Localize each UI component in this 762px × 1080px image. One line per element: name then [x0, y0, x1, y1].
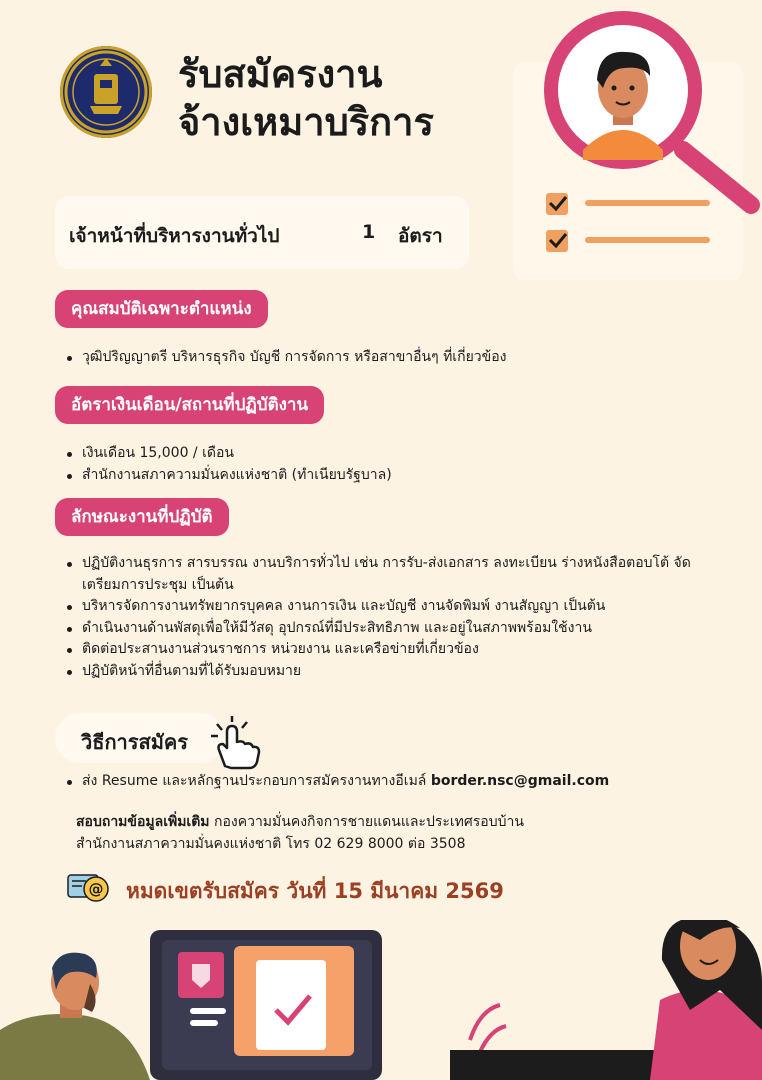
contact-line-1 — [76, 811, 524, 833]
apply-list — [62, 771, 742, 793]
contact-info — [76, 811, 524, 855]
apply-text: ส่ง Resume และหลักฐานประกอบการสมัครงานทางอีเมล์ — [82, 773, 431, 789]
duties-heading: ลักษณะงานที่ปฏิบัติ — [55, 498, 229, 536]
title-line-2: จ้างเหมาบริการ — [178, 100, 434, 144]
position-title: เจ้าหน้าที่บริหารงานทั่วไป — [69, 225, 280, 247]
pointing-hand-icon — [205, 714, 265, 770]
qualifications-list — [62, 347, 742, 369]
apply-email: border.nsc@gmail.com — [430, 773, 610, 789]
salary-heading: อัตราเงินเดือน/สถานที่ปฏิบัติงาน — [55, 386, 324, 424]
duties-list — [62, 553, 702, 682]
email-contact-icon — [66, 869, 114, 907]
list-item: เงินเดือน 15,000 / เดือน — [62, 443, 742, 465]
office-illustration — [0, 920, 762, 1080]
list-item: บริหารจัดการงานทรัพยากรบุคคล งานการเงิน และบัญชี งานจัดพิมพ์ งานสัญญา เป็นต้น — [62, 596, 702, 618]
list-item: ปฏิบัติหน้าที่อื่นตามที่ได้รับมอบหมาย — [62, 661, 702, 683]
position-count: 1 — [362, 221, 376, 243]
position-unit: อัตรา — [398, 225, 443, 247]
contact-label: สอบถามข้อมูลเพิ่มเติม — [76, 814, 210, 830]
list-item — [62, 771, 742, 793]
title-line-1: รับสมัครงาน — [178, 52, 383, 96]
government-seal-logo — [60, 46, 152, 138]
list-item: สำนักงานสภาความมั่นคงแห่งชาติ (ทำเนียบรัฐบาล) — [62, 465, 742, 487]
qualifications-heading: คุณสมบัติเฉพาะตำแหน่ง — [55, 290, 268, 328]
deadline-text: หมดเขตรับสมัคร วันที่ 15 มีนาคม 2569 — [126, 879, 504, 903]
list-item: ดำเนินงานด้านพัสดุเพื่อให้มีวัสดุ อุปกรณ์ที่มีประสิทธิภาพ และอยู่ในสภาพพร้อมใช้งาน — [62, 618, 702, 640]
list-item: วุฒิปริญญาตรี บริหารธุรกิจ บัญชี การจัดการ หรือสาขาอื่นๆ ที่เกี่ยวข้อง — [62, 347, 742, 369]
salary-list — [62, 443, 742, 486]
page-title — [178, 50, 434, 146]
contact-line-2: สำนักงานสภาความมั่นคงแห่งชาติ โทร 02 629 8000 ต่อ 3508 — [76, 836, 466, 852]
contact-org: กองความมั่นคงกิจการชายแดนและประเทศรอบบ้าน — [209, 814, 524, 830]
svg-text:@: @ — [88, 880, 104, 898]
apply-heading: วิธีการสมัคร — [81, 730, 189, 754]
magnifier-person-illustration — [513, 10, 762, 280]
list-item: ติดต่อประสานงานส่วนราชการ หน่วยงาน และเครือข่ายที่เกี่ยวข้อง — [62, 639, 702, 661]
list-item: ปฏิบัติงานธุรการ สารบรรณ งานบริการทั่วไป เช่น การรับ-ส่งเอกสาร ลงทะเบียน ร่างหนังสือตอบโต้ จัดเตรียมการประชุม เป็นต้น — [62, 553, 702, 596]
